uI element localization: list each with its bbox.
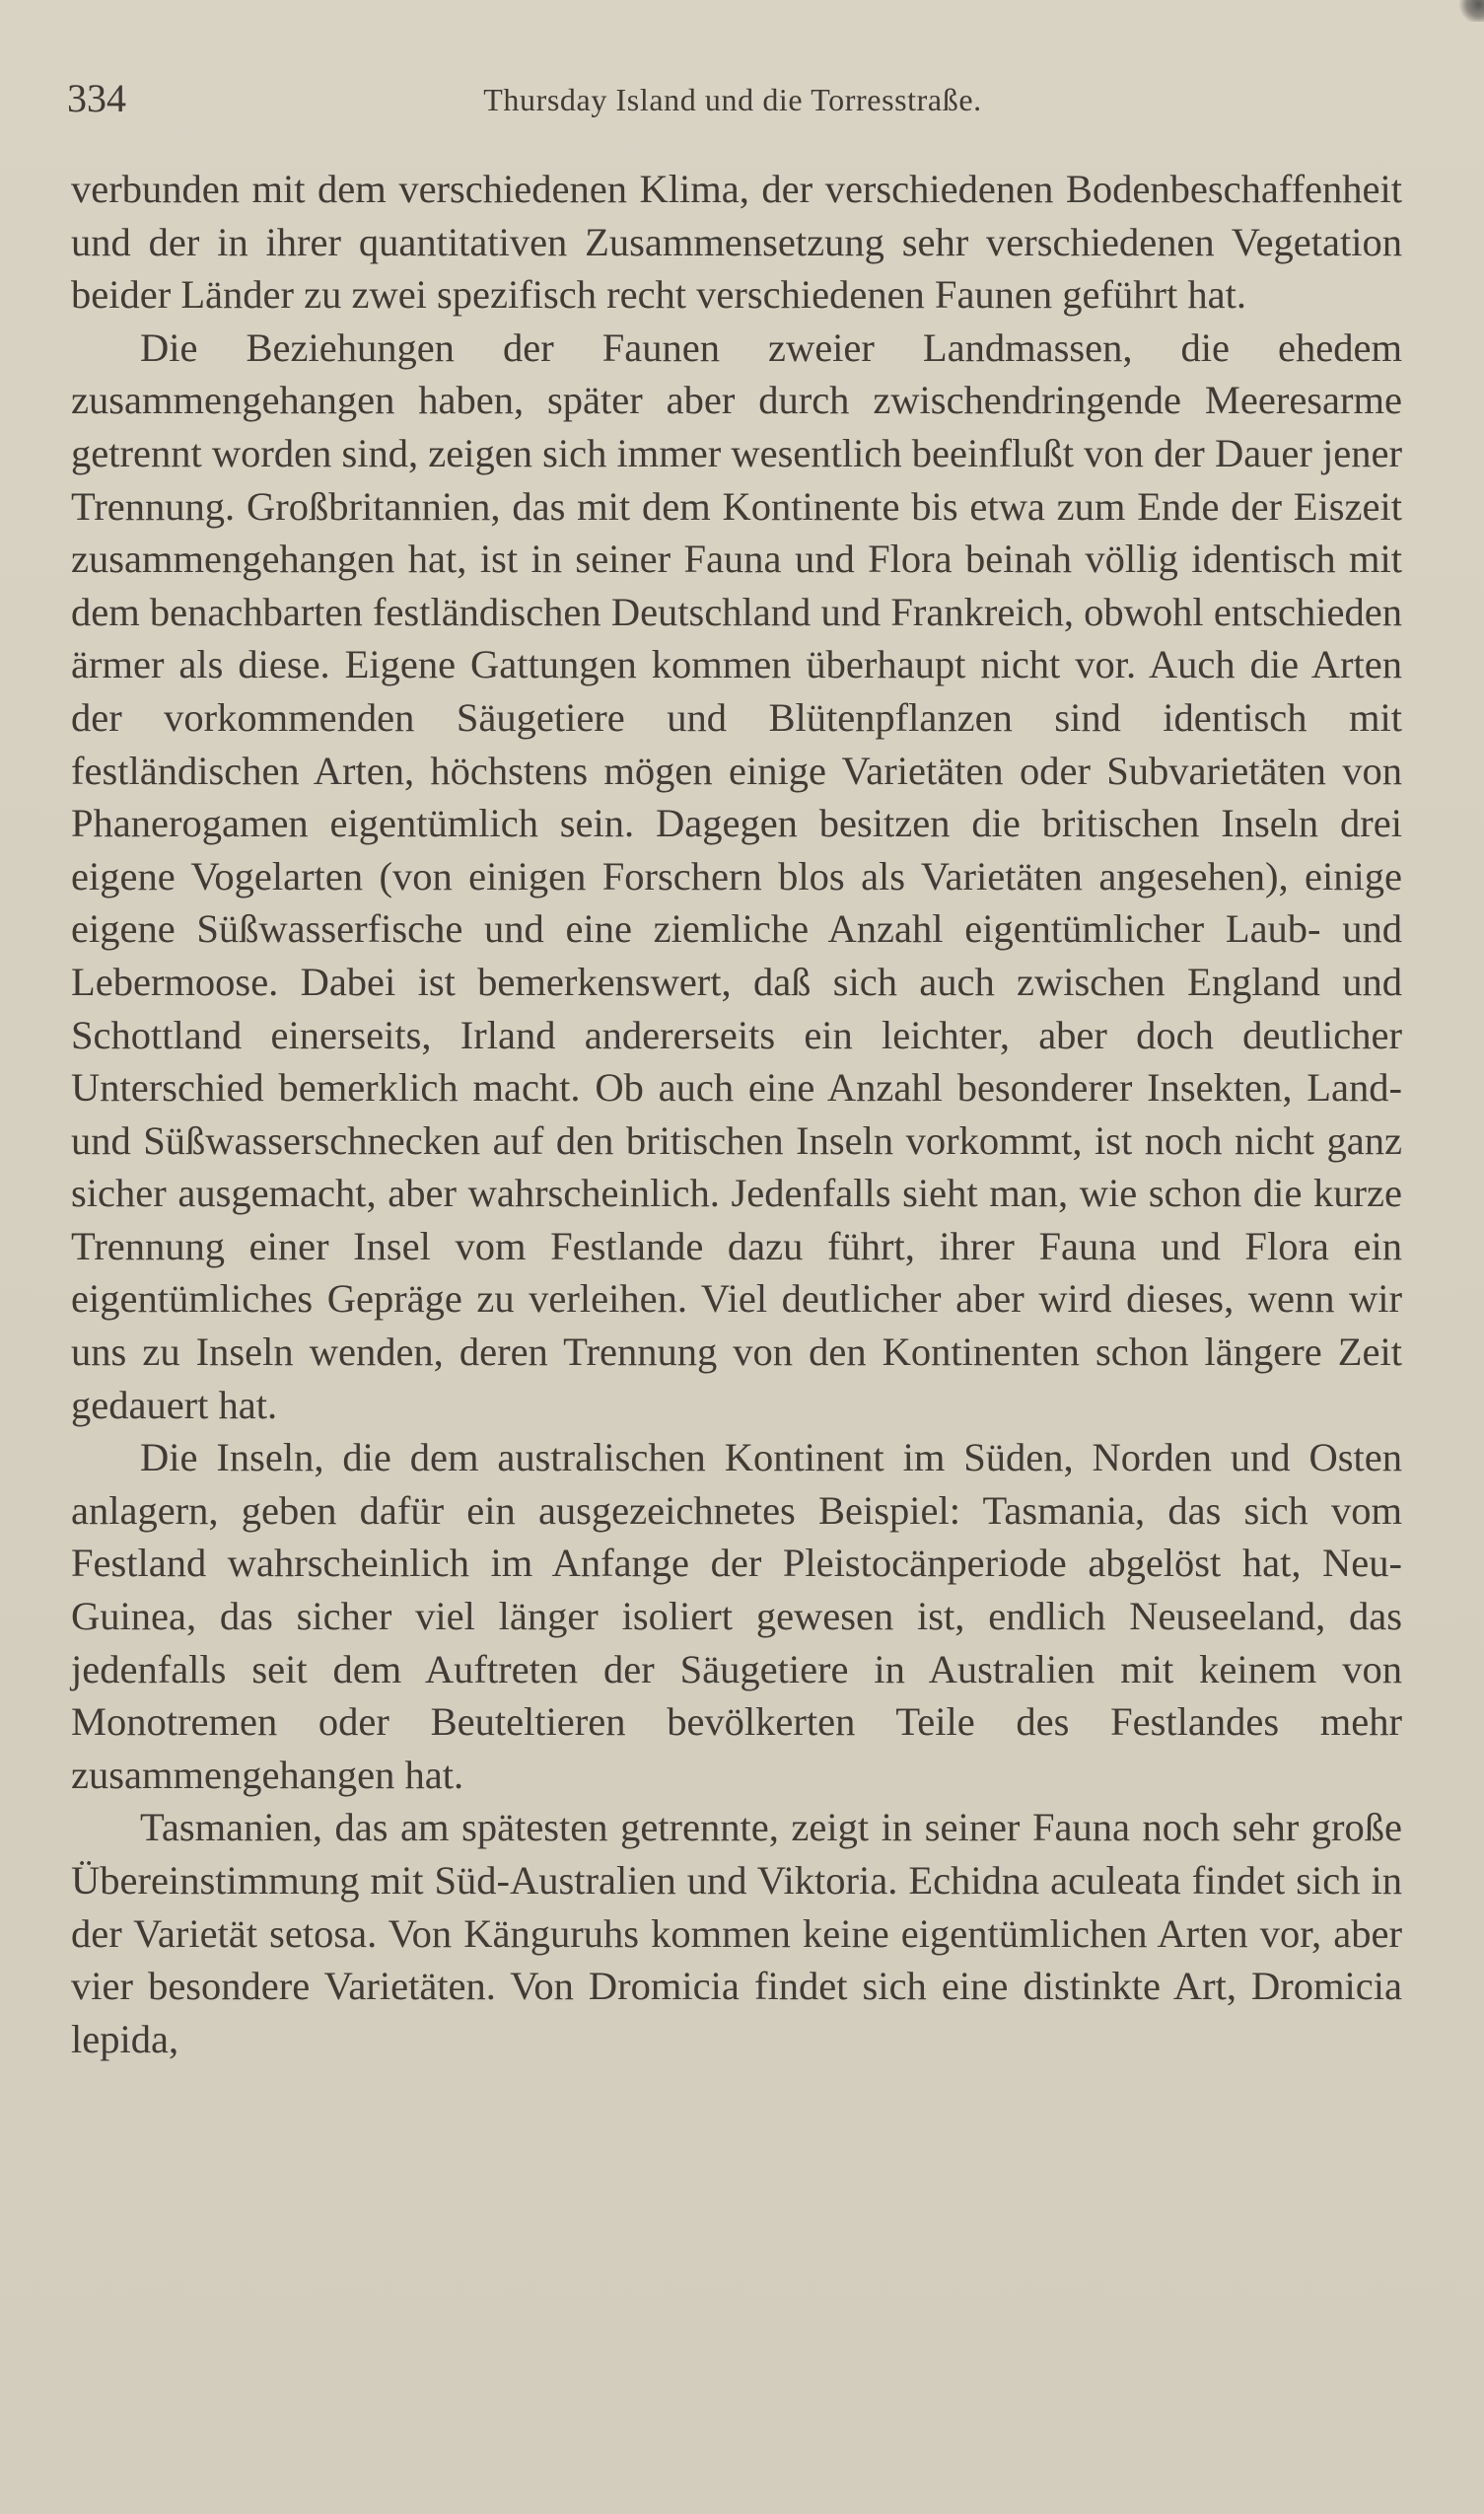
paragraph-continuation: verbunden mit dem verschiedenen Klima, der verschiedenen Bodenbeschaffenheit und der in ihrer quantitativen Zusammensetzung sehr verschiedenen Vegetation beider Länder zu zwei spezifisch recht verschiedenen Faunen geführt hat. [71, 167, 1402, 318]
body-text [71, 163, 1402, 2065]
paragraph-australian-islands: Die Inseln, die dem australischen Kontinent im Süden, Norden und Osten anlagern, geben dafür ein ausgezeichnetes Beispiel: Tasmania, das sich vom Festland wahrscheinlich im Anfange der Pleistocänperiode abgelöst hat, Neu-Guinea, das sicher viel länger isoliert gewesen ist, endlich Neuseeland, das jedenfalls seit dem Auftreten der Säugetiere in Australien mit keinem von Monotremen oder Beuteltieren bevölkerten Teile des Festlandes mehr zusammengehangen hat. [71, 1435, 1402, 1797]
page-number: 334 [67, 76, 126, 120]
corner-smudge [1458, 0, 1484, 22]
paragraph-faunal-relations: Die Beziehungen der Faunen zweier Landmassen, die ehedem zusammengehangen haben, später aber durch zwischendringende Meeresarme getrennt worden sind, zeigen sich immer wesentlich beeinflußt von der Dauer jener Trennung. Großbritannien, das mit dem Kontinente bis etwa zum Ende der Eiszeit zusammengehangen hat, ist in seiner Fauna und Flora beinah völlig identisch mit dem benachbarten festländischen Deutschland und Frankreich, obwohl entschieden ärmer als diese. Eigene Gattungen kommen überhaupt nicht vor. Auch die Arten der vorkommenden Säugetiere und Blütenpflanzen sind identisch mit festländischen Arten, höchstens mögen einige Varietäten oder Subvarietäten von Phanerogamen eigentümlich sein. Dagegen besitzen die britischen Inseln drei eigene Vogelarten (von einigen Forschern blos als Varietäten angesehen), einige eigene Süßwasserfische und eine ziemliche Anzahl eigentümlicher Laub- und Lebermoose. Dabei ist bemerkenswert, daß sich auch zwischen England und Schottland einerseits, Irland andererseits ein leichter, aber doch deutlicher Unterschied bemerklich macht. Ob auch eine Anzahl besonderer Insekten, Land- und Süßwasserschnecken auf den britischen Inseln vorkommt, ist noch nicht ganz sicher ausgemacht, aber wahrscheinlich. Jedenfalls sieht man, wie schon die kurze Trennung einer Insel vom Festlande dazu führt, ihrer Fauna und Flora ein eigentümliches Gepräge zu verleihen. Viel deutlicher aber wird dieses, wenn wir uns zu Inseln wenden, deren Trennung von den Kontinenten schon längere Zeit gedauert hat. [71, 324, 1402, 1427]
paragraph-tasmania: Tasmanien, das am spätesten getrennte, zeigt in seiner Fauna noch sehr große Übereinstimmung mit Süd-Australien und Viktoria. Echidna aculeata findet sich in der Varietät setosa. Von Känguruhs kommen keine eigentümlichen Arten vor, aber vier besondere Varietäten. Von Dromicia findet sich eine distinkte Art, Dromicia lepida, [71, 1805, 1402, 2061]
running-title: Thursday Island und die Torresstraße. [483, 82, 982, 117]
page-header [67, 77, 1398, 120]
